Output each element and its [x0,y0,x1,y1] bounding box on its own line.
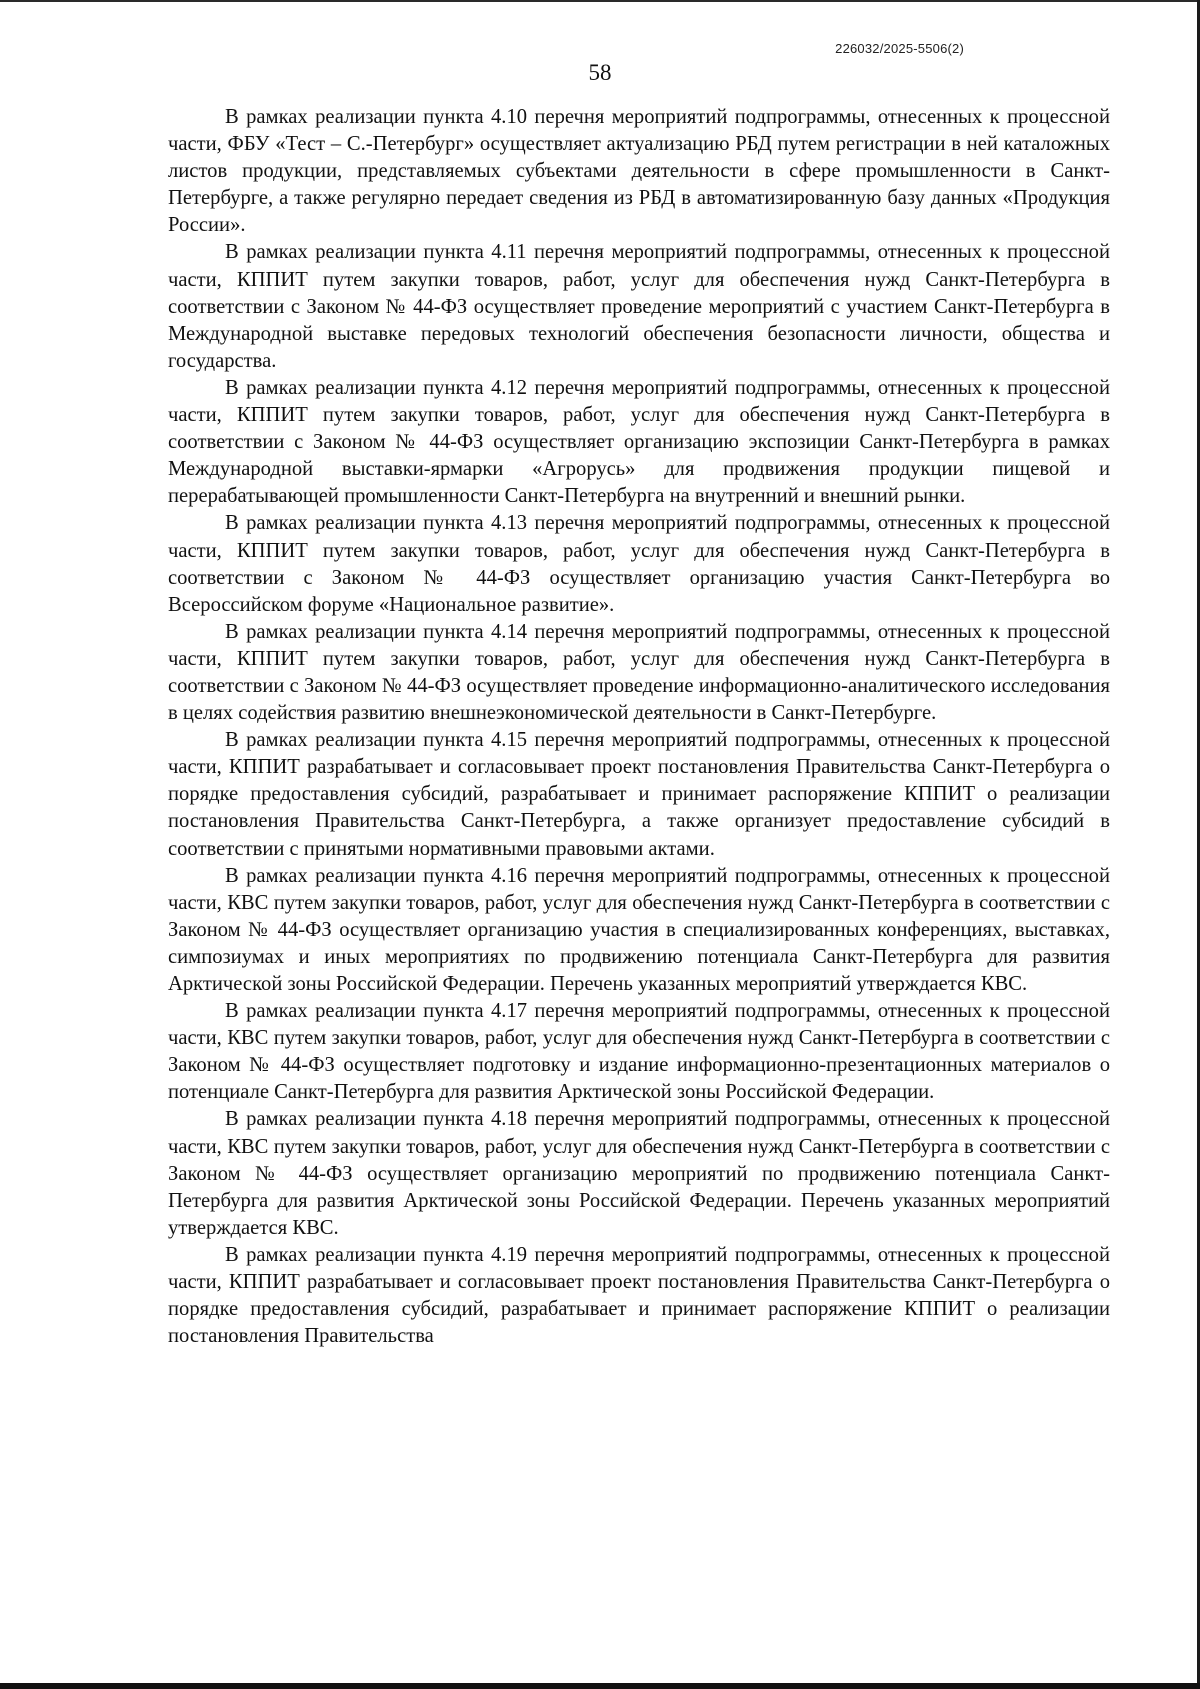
page-number: 58 [588,60,612,85]
paragraph-4-11: В рамках реализации пункта 4.11 перечня мероприятий подпрограммы, отнесенных к процессной части, КППИТ путем закупки товаров, работ, услуг для обеспечения нужд Санкт-Петербурга в соответствии с Законом № 44-ФЗ осуществляет проведение мероприятий с участием Санкт-Петербурга в Международной выставке передовых технологий обеспечения безопасности личности, общества и государства. [168,241,1110,372]
paragraph-4-12: В рамках реализации пункта 4.12 перечня мероприятий подпрограммы, отнесенных к процессной части, КППИТ путем закупки товаров, работ, услуг для обеспечения нужд Санкт-Петербурга в соответствии с Законом № 44-ФЗ осуществляет организацию экспозиции Санкт-Петербурга в рамках Международной выставки-ярмарки «Агрорусь» для продвижения продукции пищевой и перерабатывающей промышленности Санкт-Петербурга на внутренний и внешний рынки. [168,376,1110,508]
paragraph-4-19: В рамках реализации пункта 4.19 перечня мероприятий подпрограммы, отнесенных к процессной части, КППИТ разрабатывает и согласовывает проект постановления Правительства Санкт-Петербурга о порядке предоставления субсидий, разрабатывает и принимает распоряжение КППИТ о реализации постановления Правительства [168,1243,1110,1348]
paragraph-4-10: В рамках реализации пункта 4.10 перечня мероприятий подпрограммы, отнесенных к процессной части, ФБУ «Тест – С.-Петербург» осуществляет актуализацию РБД путем регистрации в ней каталожных листов продукции, представляемых субъектами деятельности в сфере промышленности в Санкт-Петербурге, а также регулярно передает сведения из РБД в автоматизированную базу данных «Продукция России». [168,106,1110,237]
document-registration-number: 226032/2025-5506(2) [835,41,964,56]
paragraph-4-17: В рамках реализации пункта 4.17 перечня мероприятий подпрограммы, отнесенных к процессной части, КВС путем закупки товаров, работ, услуг для обеспечения нужд Санкт-Петербурга в соответствии с Законом № 44-ФЗ осуществляет подготовку и издание информационно-презентационных материалов о потенциале Санкт-Петербурга для развития Арктической зоны Российской Федерации. [168,1000,1110,1104]
paragraph-4-13: В рамках реализации пункта 4.13 перечня мероприятий подпрограммы, отнесенных к процессной части, КППИТ путем закупки товаров, работ, услуг для обеспечения нужд Санкт-Петербурга в соответствии с Законом № 44-ФЗ осуществляет организацию участия Санкт-Петербурга во Всероссийском форуме «Национальное развитие». [168,512,1110,616]
paragraph-4-18: В рамках реализации пункта 4.18 перечня мероприятий подпрограммы, отнесенных к процессной части, КВС путем закупки товаров, работ, услуг для обеспечения нужд Санкт-Петербурга в соответствии с Законом № 44-ФЗ осуществляет организацию мероприятий по продвижению потенциала Санкт-Петербурга для развития Арктической зоны Российской Федерации. Перечень указанных мероприятий утверждается КВС. [168,1108,1110,1239]
paragraph-4-15: В рамках реализации пункта 4.15 перечня мероприятий подпрограммы, отнесенных к процессной части, КППИТ разрабатывает и согласовывает проект постановления Правительства Санкт-Петербурга о порядке предоставления субсидий, разрабатывает и принимает распоряжение КППИТ о реализации постановления Правительства Санкт-Петербурга, а также организует предоставление субсидий в соответствии с принятыми нормативными правовыми актами. [168,729,1110,860]
scan-edge-bottom [0,1683,1200,1689]
scan-edge-top [0,0,1200,2]
document-body [168,104,1110,1350]
paragraph-4-16: В рамках реализации пункта 4.16 перечня мероприятий подпрограммы, отнесенных к процессной части, КВС путем закупки товаров, работ, услуг для обеспечения нужд Санкт-Петербурга в соответствии с Законом № 44-ФЗ осуществляет организацию участия в специализированных конференциях, выставках, симпозиумах и иных мероприятиях по продвижению потенциала Санкт-Петербурга для развития Арктической зоны Российской Федерации. Перечень указанных мероприятий утверждается КВС. [168,864,1110,995]
paragraph-4-14: В рамках реализации пункта 4.14 перечня мероприятий подпрограммы, отнесенных к процессной части, КППИТ путем закупки товаров, работ, услуг для обеспечения нужд Санкт-Петербурга в соответствии с Законом № 44-ФЗ осуществляет проведение информационно-аналитического исследования в целях содействия развитию внешнеэкономической деятельности в Санкт-Петербурге. [168,620,1110,725]
